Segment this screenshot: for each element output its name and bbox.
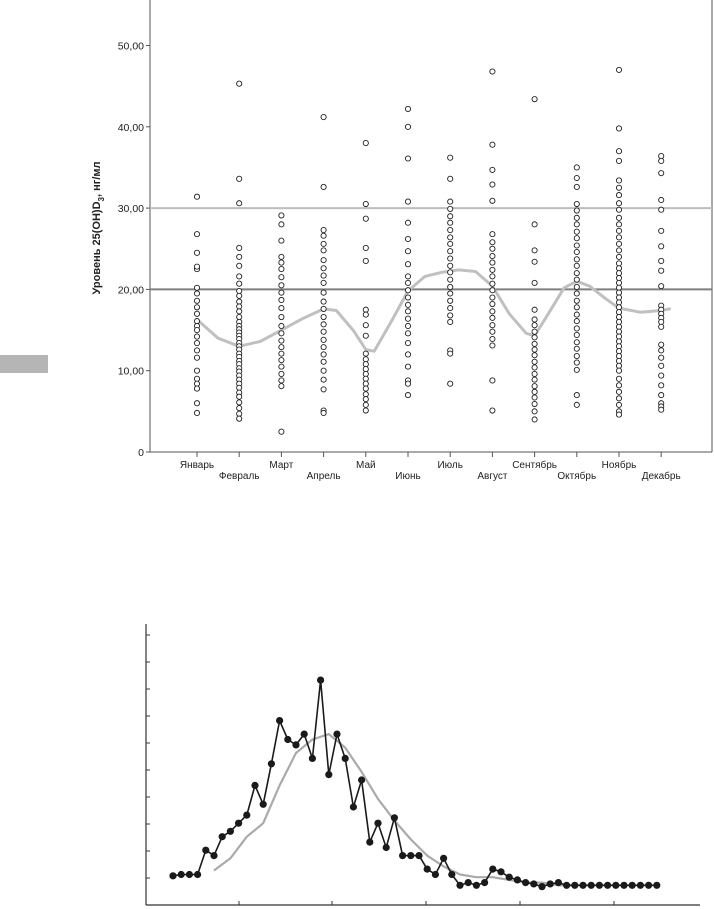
observed-data-point (194, 871, 201, 878)
observed-data-point (489, 866, 496, 873)
observed-data-point (645, 882, 652, 889)
x-category-label: Март (269, 460, 294, 471)
observed-data-point (309, 755, 316, 762)
observed-data-point (579, 882, 586, 889)
observed-data-point (530, 880, 537, 887)
observed-data-point (563, 882, 570, 889)
observed-data-point (424, 866, 431, 873)
observed-data-point (178, 871, 185, 878)
observed-data-point (374, 820, 381, 827)
observed-data-point (210, 852, 217, 859)
x-category-label: Июнь (395, 471, 421, 482)
observed-data-point (448, 871, 455, 878)
y-axis-label: Уровень $25(OH)D_3$, нг/мл (91, 161, 106, 295)
observed-data-point (497, 868, 504, 875)
observed-data-point (284, 736, 291, 743)
observed-data-point (219, 833, 226, 840)
observed-data-point (637, 882, 644, 889)
observed-data-point (473, 882, 480, 889)
observed-data-point (653, 882, 660, 889)
observed-data-point (366, 839, 373, 846)
observed-data-point (555, 879, 562, 886)
observed-data-point (301, 731, 308, 738)
observed-data-point (292, 741, 299, 748)
observed-data-point (186, 871, 193, 878)
observed-data-point (481, 879, 488, 886)
observed-data-point (506, 874, 513, 881)
observed-data-point (588, 882, 595, 889)
observed-data-point (243, 812, 250, 819)
observed-data-point (547, 880, 554, 887)
observed-data-point (333, 731, 340, 738)
observed-data-point (604, 882, 611, 889)
observed-data-point (276, 717, 283, 724)
x-category-label: Февраль (218, 471, 260, 482)
y-tick-label: 50,00 (117, 40, 144, 53)
observed-data-point (440, 855, 447, 862)
observed-data-point (317, 677, 324, 684)
observed-data-point (260, 801, 267, 808)
y-tick-label: 30,00 (117, 203, 144, 216)
x-category-label: Май (356, 460, 376, 471)
observed-data-point (268, 760, 275, 767)
observed-data-point (415, 852, 422, 859)
y-tick-label: 40,00 (117, 121, 144, 134)
observed-data-point (399, 852, 406, 859)
y-tick-label: 20,00 (117, 284, 144, 297)
y-tick-label: 0 (138, 447, 144, 459)
observed-data-point (169, 872, 176, 879)
observed-data-point (522, 879, 529, 886)
x-category-label: Август (477, 471, 508, 482)
observed-data-point (227, 828, 234, 835)
x-category-label: Апрель (306, 471, 341, 482)
observed-data-point (358, 776, 365, 783)
x-category-label: Январь (179, 460, 215, 471)
smoothed-series-line (214, 734, 575, 885)
observed-data-point (325, 771, 332, 778)
x-category-label: Ноябрь (601, 460, 637, 471)
observed-data-point (465, 879, 472, 886)
observed-data-point (620, 882, 627, 889)
observed-data-point (251, 782, 258, 789)
observed-data-point (612, 882, 619, 889)
observed-data-point (407, 852, 414, 859)
observed-data-point (350, 803, 357, 810)
observed-data-point (391, 814, 398, 821)
observed-data-point (571, 882, 578, 889)
observed-data-point (514, 876, 521, 883)
observed-data-point (342, 755, 349, 762)
x-category-label: Сентябрь (512, 460, 558, 471)
observed-data-point (596, 882, 603, 889)
observed-data-point (432, 871, 439, 878)
x-category-label: Июль (437, 460, 463, 471)
observed-data-point (538, 883, 545, 890)
observed-data-point (629, 882, 636, 889)
observed-data-point (456, 882, 463, 889)
observed-data-point (383, 844, 390, 851)
x-category-label: Октябрь (557, 471, 597, 482)
observed-data-point (202, 847, 209, 854)
observed-series-line (173, 680, 657, 887)
y-tick-label: 10,00 (117, 365, 144, 378)
x-category-label: Декабрь (641, 471, 681, 482)
observed-data-point (235, 820, 242, 827)
